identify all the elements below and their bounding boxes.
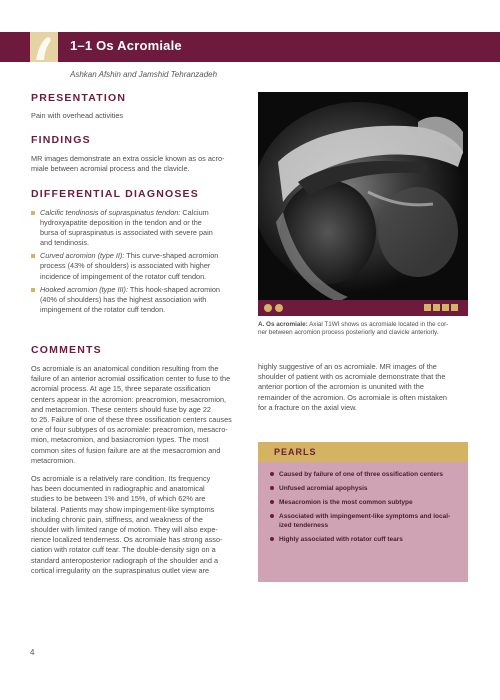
presentation-heading: PRESENTATION: [31, 92, 127, 104]
differential-item: [31, 285, 244, 315]
pearl-text: Associated with impingement-like symptoms and local-: [279, 513, 451, 520]
comments-line: remainder of the acromion. Os acromiale is often mistaken: [258, 392, 447, 402]
comments-line: common sites of fusion failure are at the mesacromion and: [31, 445, 221, 455]
caption-text: ner between acromion process posteriorly and clavicle anteriorly.: [258, 329, 439, 337]
figure-caption: [258, 321, 470, 338]
pearls-list: [270, 470, 460, 549]
comments-line: ciation with rotator cuff tear. The double-density sign on a: [31, 545, 216, 555]
comments-heading: COMMENTS: [31, 344, 102, 356]
differential-list: [31, 208, 244, 318]
comments-line: centers appear in the acromion: preacromion, mesacromion,: [31, 394, 227, 404]
square-dot-icon: [442, 304, 449, 311]
differential-text: This hook-shaped acromion: [128, 284, 220, 294]
differential-text: hydroxyapatite deposition in the tendon and or the: [40, 218, 202, 228]
differential-text: (40% of shoulders) has the highest association with: [40, 294, 207, 304]
comments-line: Os acromiale is a relatively rare condition. Its frequency: [31, 474, 211, 483]
differential-term: Hooked acromion (type III):: [40, 284, 129, 294]
comments-paragraph-1: [31, 364, 244, 466]
findings-heading: FINDINGS: [31, 134, 91, 146]
bullet-square-icon: [31, 211, 35, 215]
comments-line: highly suggestive of an os acromiale. MR images of the: [258, 362, 437, 371]
comments-line: standard anteroposterior radiograph of the shoulder and a: [31, 555, 219, 565]
bullet-dot-icon: [270, 500, 274, 504]
pearl-item: [270, 470, 460, 479]
differential-term: Curved acromion (type II):: [40, 251, 125, 261]
comments-line: rience localized tenderness. Os acromiale has strong asso-: [31, 535, 223, 545]
square-dot-icon: [451, 304, 458, 311]
bullet-square-icon: [31, 288, 35, 292]
comments-line: to 25. Failure of one of these three ossification centers causes: [31, 415, 232, 425]
comments-line: one of four subtypes of os acromiale: preacromion, mesacro-: [31, 425, 228, 435]
comments-line: Os acromiale is an anatomical condition resulting from the: [31, 364, 219, 373]
findings-text: [31, 154, 246, 174]
comments-line: has been documented in radiographic and anatomical: [31, 484, 205, 494]
caption-text: Axial T1WI shows os acromiale located in the cor-: [307, 321, 449, 328]
comments-line: mion, metacromion, and basiacromion types. The most: [31, 435, 209, 445]
authors: Ashkan Afshin and Jamshid Tehranzadeh: [70, 70, 218, 79]
comments-paragraph-2: [31, 474, 244, 576]
comments-line: anterior portion of the acromion is ununited with the: [258, 382, 424, 392]
bullet-square-icon: [31, 254, 35, 258]
comments-line: and metacromion. These centers should fuse by age 22: [31, 404, 211, 414]
differential-heading: DIFFERENTIAL DIAGNOSES: [31, 188, 199, 200]
presentation-text: Pain with overhead activities: [31, 111, 124, 120]
comments-line: metacromion.: [31, 455, 76, 465]
bullet-dot-icon: [270, 472, 274, 476]
pearl-text: Highly associated with rotator cuff tears: [279, 536, 403, 543]
mri-image: [258, 92, 468, 314]
page-number: 4: [30, 648, 35, 657]
findings-line: MR images demonstrate an extra ossicle known as os acro-: [31, 154, 225, 163]
comments-line: shoulder with limited range of motion. They will also expe-: [31, 525, 218, 535]
comments-line: studies to be between 1% and 15%, of which 62% are: [31, 494, 206, 504]
pearl-item: [270, 535, 460, 544]
square-dot-icon: [433, 304, 440, 311]
comments-line: bilateral. Patients may show impingement-like symptoms: [31, 504, 215, 514]
comments-line: failure of an anterior acromial ossification center to fuse to the: [31, 374, 231, 384]
caption-label: A. Os acromiale:: [258, 321, 308, 328]
pearl-item: [270, 484, 460, 493]
chapter-title: 1–1 Os Acromiale: [70, 38, 182, 53]
figure-navigation-strip: [258, 300, 468, 316]
comments-line: shoulder of patient with os acromiale demonstrate that the: [258, 372, 446, 382]
findings-line: miale between acromial process and the clavicle.: [31, 164, 190, 174]
pearl-text: ized tenderness: [279, 522, 329, 529]
differential-term: Calcific tendinosis of supraspinatus tendon:: [40, 208, 181, 217]
comments-line: cortical irregularity on the supraspinatus outlet view are: [31, 565, 210, 575]
differential-text: This curve-shaped acromion: [124, 251, 219, 261]
comments-line: for a fracture on the axial view.: [258, 402, 357, 412]
pearl-text: Caused by failure of one of three ossification centers: [279, 471, 443, 478]
differential-text: process (43% of shoulders) is associated with higher: [40, 261, 211, 271]
differential-item: [31, 208, 244, 248]
comments-line: including chronic pain, stiffness, and weakness of the: [31, 514, 203, 524]
pearl-item: [270, 498, 460, 507]
bullet-dot-icon: [270, 514, 274, 518]
pearl-item: [270, 512, 460, 530]
pearl-text: Mesacromion is the most common subtype: [279, 499, 413, 506]
differential-text: bursa of supraspinatus is associated with severe pain: [40, 228, 213, 238]
chapter-logo: [30, 32, 58, 62]
differential-text: and tendinosis.: [40, 238, 90, 248]
differential-text: incidence of impingement of the rotator cuff tendon.: [40, 271, 207, 281]
square-dot-icon: [424, 304, 431, 311]
circle-dot-icon: [264, 304, 272, 312]
circle-dot-icon: [275, 304, 283, 312]
differential-text: impingement of the rotator cuff tendon.: [40, 304, 166, 314]
comments-paragraph-3: [258, 362, 470, 413]
comments-line: acromial process. At age 15, three separate ossification: [31, 384, 211, 394]
pearls-heading: PEARLS: [274, 447, 317, 457]
bullet-dot-icon: [270, 537, 274, 541]
pearl-text: Unfused acromial apophysis: [279, 485, 368, 492]
differential-item: [31, 251, 244, 281]
differential-text: Calcium: [180, 208, 209, 217]
bullet-dot-icon: [270, 486, 274, 490]
